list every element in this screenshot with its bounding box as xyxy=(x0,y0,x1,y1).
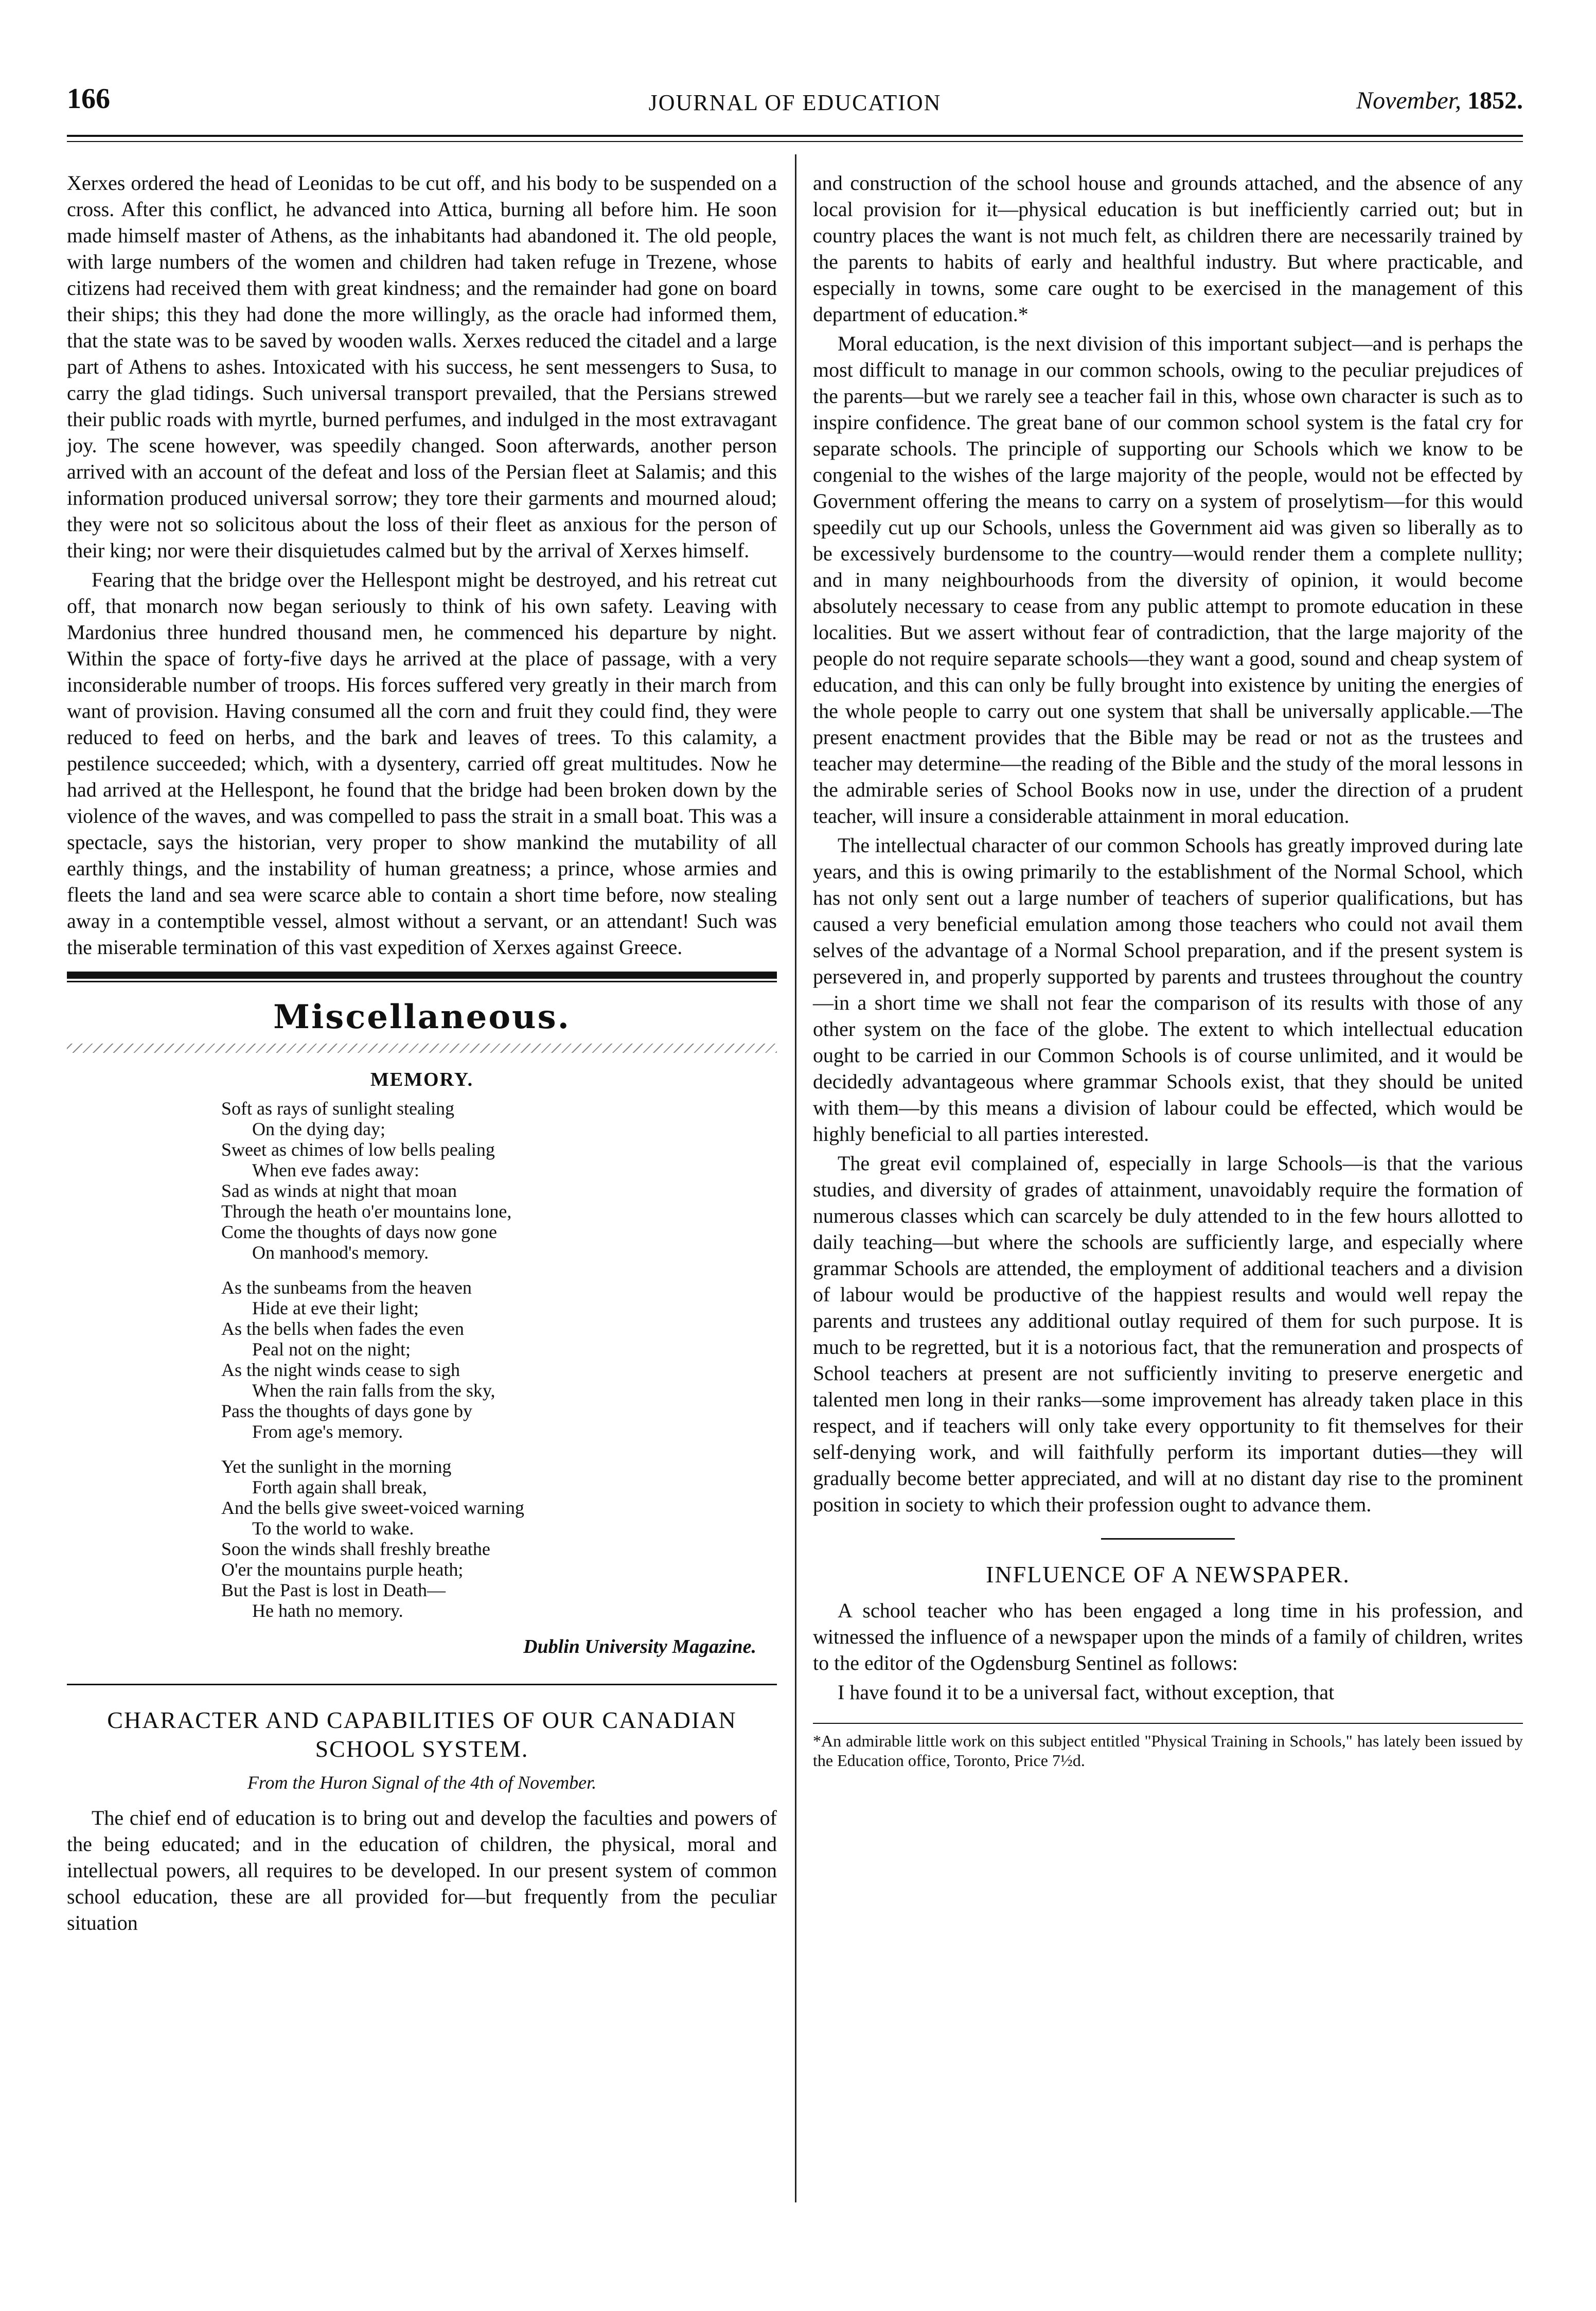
wavy-rule xyxy=(67,1044,777,1053)
article-source: From the Huron Signal of the 4th of November. xyxy=(247,1772,597,1793)
xerxes-paragraph-1: Xerxes ordered the head of Leonidas to be cut off, and his body to be suspended on a cross. After this conflict, he advanced into Attica, burning all before him. He soon made himself master of Athens, as the inhabitants had abandoned it. The old people, with large numbers of the women and children had taken refuge in Trezene, whose citizens had received them with great kindness; and the remainder had gone on board their ships; this they had done the more willingly, as the oracle had informed them, that the state was to be saved by wooden walls. Xerxes reduced the citadel and a large part of Athens to ashes. Intoxicated with his success, he sent messengers to Susa, to carry the glad tidings. Such universal transport prevailed, that the Persians strewed their public roads with myrtle, burned perfumes, and indulged in the most extravagant joy. The scene however, was speedily changed. Soon afterwards, another person arrived with an account of the defeat and loss of the Persian fleet at Salamis; and this information produced universal sorrow; they tore their garments and mourned aloud; they were not so solicitous about the loss of their fleet as anxious for the person of their king; nor were their disquietudes calmed but by the arrival of Xerxes himself. xyxy=(67,171,777,562)
poem-line: Peal not on the night; xyxy=(252,1339,411,1360)
school-paragraph-4: The great evil complained of, especially in large Schools—is that the various studies, and diversity of grades of attainment, unavoidably require the formation of numerous classes which can scarcely be duly attended to in the few hours allotted to daily teaching—but where the schools are sufficiently large, and especially where grammar Schools are attended, the employment of additional teachers and a division of labour would be productive of the happiest results and would well repay the parents and trustees any additional outlay required of them for such purpose. It is much to be regretted, but it is a notorious fact, that the remuneration and prospects of School teachers at present are not sufficiently inviting to preserve energetic and talented men long in their ranks—some improvement has already taken place in this respect, and if teachers will only take every opportunity to fit themselves for their self-denying work, and will faithfully perform its important duties—they will gradually become better appreciated, and will at no distant day rise to the prominent position in society to which their profession ought to advance them. xyxy=(813,1152,1523,1516)
poem-line: But the Past is lost in Death— xyxy=(221,1580,446,1600)
poem-line: As the sunbeams from the heaven xyxy=(221,1277,472,1298)
header-rule-thin xyxy=(67,141,1523,142)
issue-year: 1852. xyxy=(1467,87,1523,114)
newspaper-paragraph-1: A school teacher who has been engaged a long time in his profession, and witnessed the influence of a newspaper upon the minds of a family of children, writes to the editor of the Ogdensburg Sentinel as follows: xyxy=(813,1599,1523,1674)
header-rule xyxy=(67,135,1523,137)
poem-line: On the dying day; xyxy=(252,1119,385,1139)
school-paragraph-2: Moral education, is the next division of this important subject—and is perhaps the most difficult to manage in our common schools, owing to the peculiar prejudices of the parents—but we rarely see a teacher fail in this, whose own character is such as to inspire confidence. The great bane of our common school system is the fatal cry for separate schools. The principle of supporting our Schools which we know to be congenial to the wishes of the large majority of the people, would not be effected by Government offering the means to carry on a system of proselytism—for this would speedily cut up our Schools, unless the Government aid was given so liberally as to be excessively burdensome to the country—would render them a complete nullity; and in many neighbourhoods from the diversity of opinion, it would become absolutely necessary to cease from any public attempt to promote education in these localities. But we assert without fear of contradiction, that the large majority of the people do not require separate schools—they want a good, sound and cheap system of education, and this can only be fully brought into existence by uniting the energies of the whole people to carry out one system that shall be universally applicable.—The present enactment provides that the Bible may be read or not as the trustees and teacher may determine—the reading of the Bible and the study of the moral lessons in the admirable series of School Books now in use, under the direction of a prudent teacher, will insure a considerable attainment in moral education. xyxy=(813,332,1523,827)
poem-line: O'er the mountains purple heath; xyxy=(221,1559,464,1580)
left-column xyxy=(67,170,777,1939)
page-header xyxy=(67,82,1523,129)
xerxes-paragraph-2: Fearing that the bridge over the Hellespont might be destroyed, and his retreat cut off, that monarch now began seriously to think of his own safety. Leaving with Mardonius three hundred thousand men, he commenced his departure by night. Within the space of forty-five days he arrived at the place of passage, with a very inconsiderable number of troops. His forces suffered very greatly in their march from want of provision. Having consumed all the corn and fruit they could find, they were reduced to feed on herbs, and the bark and leaves of trees. To this calamity, a pestilence succeeded; which, with a dysentery, carried off great multitudes. Now he had arrived at the Hellespont, he found that the bridge had been broken down by the violence of the waves, and was compelled to pass the strait in a small boat. This was a spectacle, says the historian, very proper to show mankind the mutability of all earthly things, and the instability of human greatness; a prince, whose armies and fleets the land and sea were scarce able to contain a short time before, now stealing away in a contemptible vessel, almost without a servant, or an attendant! Such was the miserable termination of this vast expedition of Xerxes against Greece. xyxy=(67,568,777,959)
footnote: *An admirable little work on this subject entitled "Physical Training in Schools," has lately been issued by the Education office, Toronto, Price 7½d. xyxy=(813,1732,1523,1770)
poem-line: Sweet as chimes of low bells pealing xyxy=(221,1139,495,1160)
poem-line: When eve fades away: xyxy=(252,1160,419,1180)
newspaper-paragraph-2: I have found it to be a universal fact, without exception, that xyxy=(838,1681,1335,1704)
poem-line: Come the thoughts of days now gone xyxy=(221,1222,497,1242)
poem-line: Forth again shall break, xyxy=(252,1477,427,1497)
issue-date xyxy=(1356,86,1523,115)
miscellaneous-heading: Miscellaneous. xyxy=(273,998,571,1036)
poem-attribution: Dublin University Magazine. xyxy=(523,1636,756,1657)
poem-line: As the bells when fades the even xyxy=(221,1318,464,1339)
poem-line: Soft as rays of sunlight stealing xyxy=(221,1098,454,1119)
right-column xyxy=(813,170,1523,1770)
poem-line: He hath no memory. xyxy=(252,1600,403,1621)
poem-line: Sad as winds at night that moan xyxy=(221,1180,457,1201)
memory-poem xyxy=(67,1068,777,1658)
article-rule xyxy=(67,1684,777,1685)
article-paragraph: The chief end of education is to bring out and develop the faculties and powers of the being educated; and in the education of children, the physical, moral and intellectual powers, all requires to be developed. In our present system of common school education, these are all provided for—but frequently from the peculiar situation xyxy=(67,1806,777,1934)
poem-stanza xyxy=(221,1277,777,1442)
section-rule-thick xyxy=(67,972,777,979)
issue-month: November, xyxy=(1356,87,1461,114)
poem-line: Hide at eve their light; xyxy=(252,1298,419,1318)
poem-stanza xyxy=(221,1456,777,1621)
canadian-school-article-title: CHARACTER AND CAPABILITIES OF OUR CANADIAN SCHOOL SYSTEM. xyxy=(107,1707,737,1762)
section-rule-thin xyxy=(67,981,777,982)
poem-line: Yet the sunlight in the morning xyxy=(221,1456,452,1477)
poem-stanza xyxy=(221,1098,777,1263)
school-paragraph-1: and construction of the school house and grounds attached, and the absence of any local provision for it—physical education is but inefficiently carried out; but in country places the want is not much felt, as children there are necessarily trained by the parents to habits of early and healthful industry. But where practicable, and especially in towns, some care ought to be exercised in the management of this department of education.* xyxy=(813,171,1523,326)
poem-line: And the bells give sweet-voiced warning xyxy=(221,1497,524,1518)
footnote-rule xyxy=(813,1723,1523,1724)
page-number: 166 xyxy=(67,83,110,115)
poem-line: From age's memory. xyxy=(252,1421,403,1442)
newspaper-article-title: INFLUENCE OF A NEWSPAPER. xyxy=(986,1561,1350,1587)
poem-line: To the world to wake. xyxy=(252,1518,414,1539)
journal-title: JOURNAL OF EDUCATION xyxy=(648,90,942,115)
poem-title: MEMORY. xyxy=(370,1069,474,1090)
poem-line: Pass the thoughts of days gone by xyxy=(221,1401,472,1421)
poem-line: Through the heath o'er mountains lone, xyxy=(221,1201,512,1222)
poem-line: When the rain falls from the sky, xyxy=(252,1380,495,1401)
column-divider xyxy=(795,154,796,2202)
poem-line: On manhood's memory. xyxy=(252,1242,429,1263)
poem-line: As the night winds cease to sigh xyxy=(221,1360,460,1380)
article-separator xyxy=(1101,1538,1235,1540)
poem-line: Soon the winds shall freshly breathe xyxy=(221,1539,490,1559)
school-paragraph-3: The intellectual character of our common Schools has greatly improved during late years, and this is owing primarily to the establishment of the Normal School, which has not only sent out a large number of teachers of superior qualifications, but has caused a very beneficial emulation among those teachers who could not avail them selves of the advantage of a Normal School preparation, and if the present system is persevered in, and properly supported by parents and trustees throughout the country—in a short time we shall not fear the comparison of its results with those of any other system on the face of the globe. The extent to which intellectual education ought to be carried in our Common Schools is of course unlimited, and it would be decidedly advantageous where grammar Schools exist, that they should be united with them—by this means a division of labour could be effected, which would be highly beneficial to all parties interested. xyxy=(813,834,1523,1145)
